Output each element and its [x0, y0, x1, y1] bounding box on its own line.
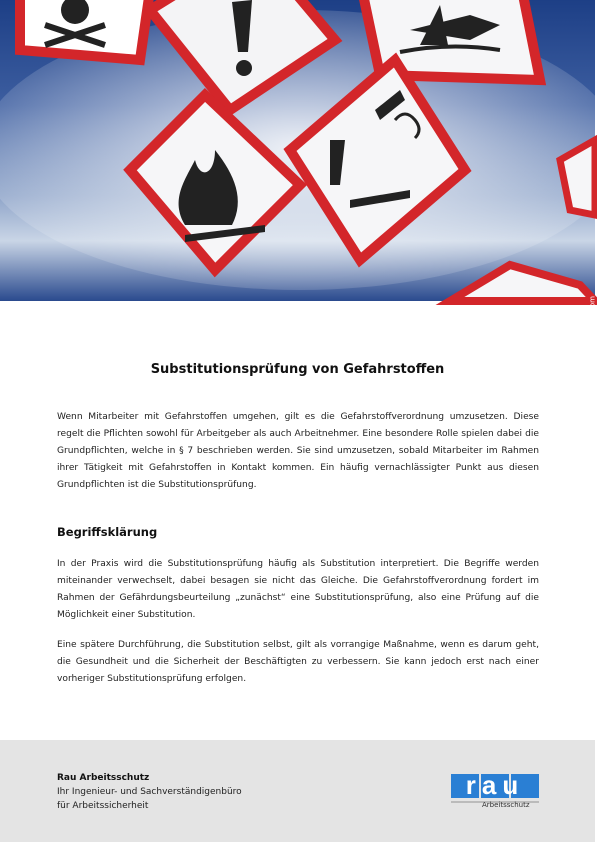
footer-line-2: für Arbeitssicherheit [57, 801, 149, 811]
logo-subtitle: Arbeitsschutz [482, 801, 530, 809]
footer [0, 740, 595, 842]
section-paragraph-1: In der Praxis wird die Substitutionsprüfung häufig als Substitution interpretiert. Die Begriffe werden miteinander verwechselt, dabei besagen sie nicht das Gleiche. Die Gefahrstoffverordnung fordert im Rahmen der Gefährdungsbeurteilung „zunächst“ eine Substitutionsprüfung, also eine Prüfung auf die Möglichkeit einer Substitution. [57, 559, 539, 620]
hazard-pictograms-illustration [0, 0, 595, 301]
logo-text: rau [465, 770, 525, 800]
photo-credit: Foto: © emothemoira / stock.adobe.com [589, 296, 597, 439]
section-heading: Begriffsklärung [57, 525, 158, 539]
section-paragraph-2: Eine spätere Durchführung, die Substitution selbst, gilt als vorrangige Maßnahme, wenn es darum geht, die Gesundheit und die Sicherheit der Beschäftigten zu verbessern. Sie kann jedoch erst nach einer vorheriger Substitutionsprüfung erfolgen. [57, 640, 539, 684]
partial-hazard-pictogram [450, 265, 595, 301]
page-title: Substitutionsprüfung von Gefahrstoffen [150, 362, 445, 377]
toxic-skull-pictogram [20, 0, 150, 60]
intro-paragraph: Wenn Mitarbeiter mit Gefahrstoffen umgehen, gilt es die Gefahrstoffverordnung umzusetzen. Diese regelt die Pflichten sowohl für Arbeitgeber als auch Arbeitnehmer. Eine besondere Rolle spielen dabei die Grundpflichten, welche in § 7 beschrieben werden. Sie sind umzusetzen, sobald Mitarbeiter im Rahmen ihrer Tätigkeit mit Gefahrstoffen in Kontakt kommen. Ein häufig vernachlässigter Punkt aus diesen Grundpflichten ist die Substitutionsprüfung. [57, 412, 539, 490]
footer-line-1: Ihr Ingenieur- und Sachverständigenbüro [57, 787, 242, 797]
footer-company-name: Rau Arbeitsschutz [57, 773, 150, 783]
